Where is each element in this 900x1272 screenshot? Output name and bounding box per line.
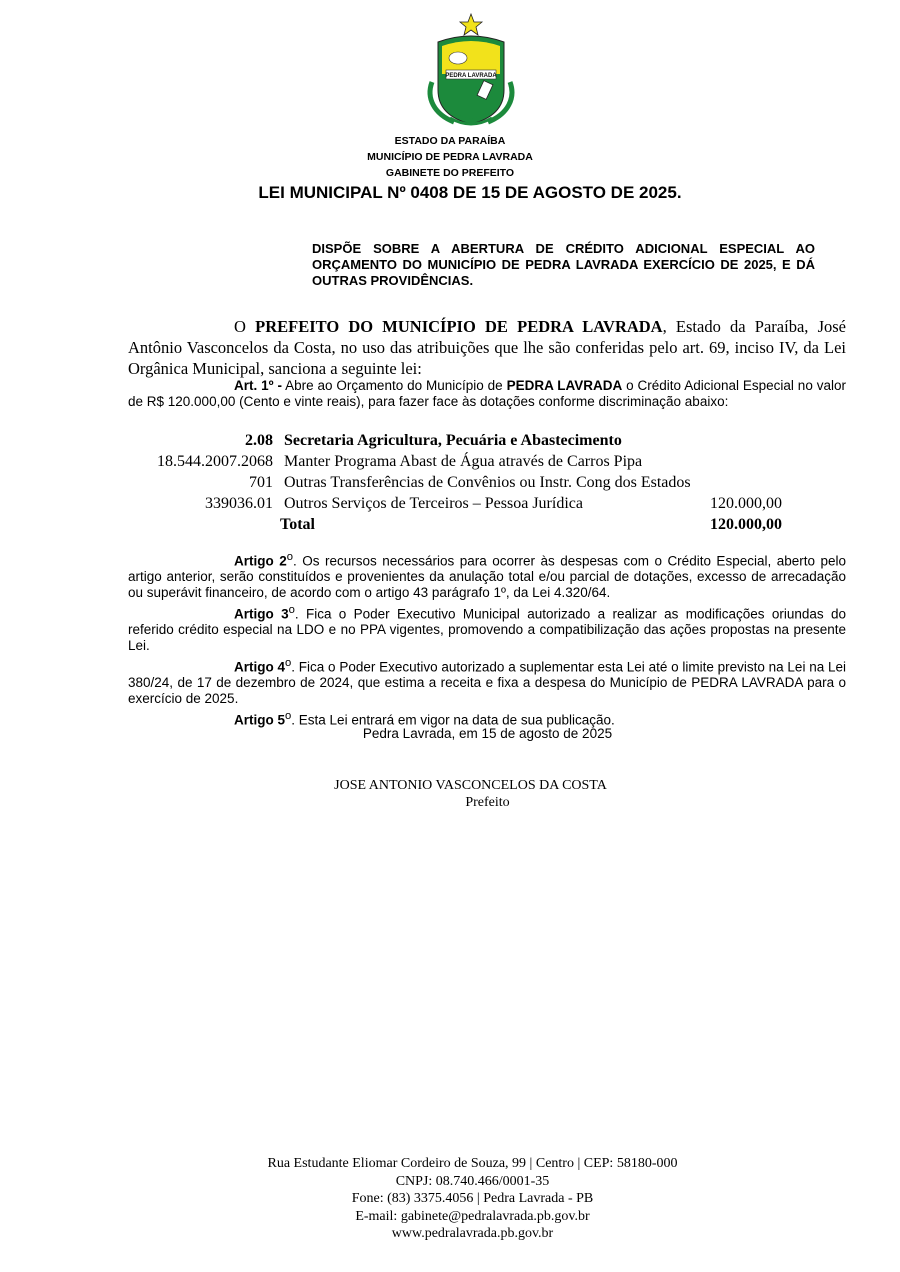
- budget-total-value: 120.000,00: [710, 516, 782, 533]
- budget-code: 18.544.2007.2068: [157, 453, 273, 470]
- law-title: LEI MUNICIPAL Nº 0408 DE 15 DE AGOSTO DE 2025.: [258, 183, 682, 202]
- footer-email: E-mail: gabinete@pedralavrada.pb.gov.br: [355, 1208, 590, 1224]
- footer-phone: Fone: (83) 3375.4056 | Pedra Lavrada - PB: [351, 1191, 594, 1206]
- header-office: GABINETE DO PREFEITO: [385, 167, 515, 179]
- budget-description: Outros Serviços de Terceiros – Pessoa Jurídica: [284, 495, 583, 512]
- article-3: Artigo 3$^o$. Fica o Poder Executivo Municipal autorizado a realizar as modificações oriundas do referido crédito especial na LDO e no PPA vigentes, promovendo a compatibilização das ações propostas na presente Lei.: [128, 604, 846, 653]
- budget-code: 701: [249, 474, 273, 491]
- budget-table: [100, 430, 800, 535]
- preamble-mayor: PREFEITO DO MUNICÍPIO DE PEDRA LAVRADA: [255, 317, 663, 336]
- footer-cnpj: CNPJ: 08.740.466/0001-35: [395, 1173, 550, 1189]
- table-row: [100, 451, 800, 472]
- cotton-flower: [449, 52, 467, 64]
- table-total-row: [100, 514, 800, 535]
- footer-address: Rua Estudante Eliomar Cordeiro de Souza, 99 | Centro | CEP: 58180-000: [267, 1156, 678, 1171]
- article-2: Artigo 2$^o$. Os recursos necessários para ocorrer às despesas com o Crédito Especial, aberto pelo artigo anterior, serão constituídos e provenientes da anulação total e/ou parcial de dotações, excesso de arrecadação ou superávit financeiro, de acordo com o artigo 43 parágrafo 1º, da Lei 4.320/64.: [128, 551, 846, 600]
- budget-description: Outras Transferências de Convênios ou Instr. Cong dos Estados: [284, 474, 691, 491]
- table-row: [100, 430, 800, 451]
- article-4: Artigo 4$^o$. Fica o Poder Executivo autorizado a suplementar esta Lei até o limite previsto na Lei na Lei 380/24, de 17 de dezembro de 2024, que estima a receita e fixa a despesa do Município de PEDRA LAVRADA para o exercício de 2025.: [128, 657, 846, 706]
- article-1: Art. 1º - Abre ao Orçamento do Município de PEDRA LAVRADA o Crédito Adicional Especial no valor de R$ 120.000,00 (Cento e vinte reais), para fazer face às dotações conforme discriminação abaixo:: [128, 378, 846, 409]
- budget-code: 2.08: [245, 432, 273, 449]
- budget-description: Secretaria Agricultura, Pecuária e Abastecimento: [284, 432, 622, 449]
- star-icon: [460, 14, 482, 35]
- article-5: Artigo 5$^o$. Esta Lei entrará em vigor na data de sua publicação.: [234, 710, 615, 728]
- budget-description: Manter Programa Abast de Água através de Carros Pipa: [284, 453, 643, 470]
- budget-code: 339036.01: [205, 495, 273, 512]
- table-row: [100, 493, 800, 514]
- article-1-label: Art. 1º -: [234, 378, 282, 393]
- municipal-crest-logo: [420, 12, 522, 132]
- crest-ribbon-text: PEDRA LAVRADA: [445, 73, 497, 79]
- footer: [0, 1155, 900, 1243]
- footer-website: www.pedralavrada.pb.gov.br: [391, 1226, 554, 1241]
- header-state: ESTADO DA PARAÍBA: [394, 135, 506, 147]
- budget-total-label: Total: [280, 516, 315, 533]
- signature-name: JOSE ANTONIO VASCONCELOS DA COSTA: [334, 778, 607, 793]
- header-municipality: MUNICÍPIO DE PEDRA LAVRADA: [367, 151, 533, 163]
- table-row: [100, 472, 800, 493]
- budget-value: 120.000,00: [710, 495, 782, 512]
- preamble: O PREFEITO DO MUNICÍPIO DE PEDRA LAVRADA, Estado da Paraíba, José Antônio Vasconcelos da Costa, no uso das atribuições que lhe são conferidas pelo art. 69, inciso IV, da Lei Orgânica Municipal, sanciona a seguinte lei:: [128, 317, 847, 378]
- signature-role: Prefeito: [465, 795, 510, 810]
- law-summary: DISPÕE SOBRE A ABERTURA DE CRÉDITO ADICIONAL ESPECIAL AO ORÇAMENTO DO MUNICÍPIO DE PEDRA LAVRADA EXERCÍCIO DE 2025, E DÁ OUTRAS PROVIDÊNCIAS.: [312, 241, 815, 288]
- place-date: Pedra Lavrada, em 15 de agosto de 2025: [362, 726, 613, 741]
